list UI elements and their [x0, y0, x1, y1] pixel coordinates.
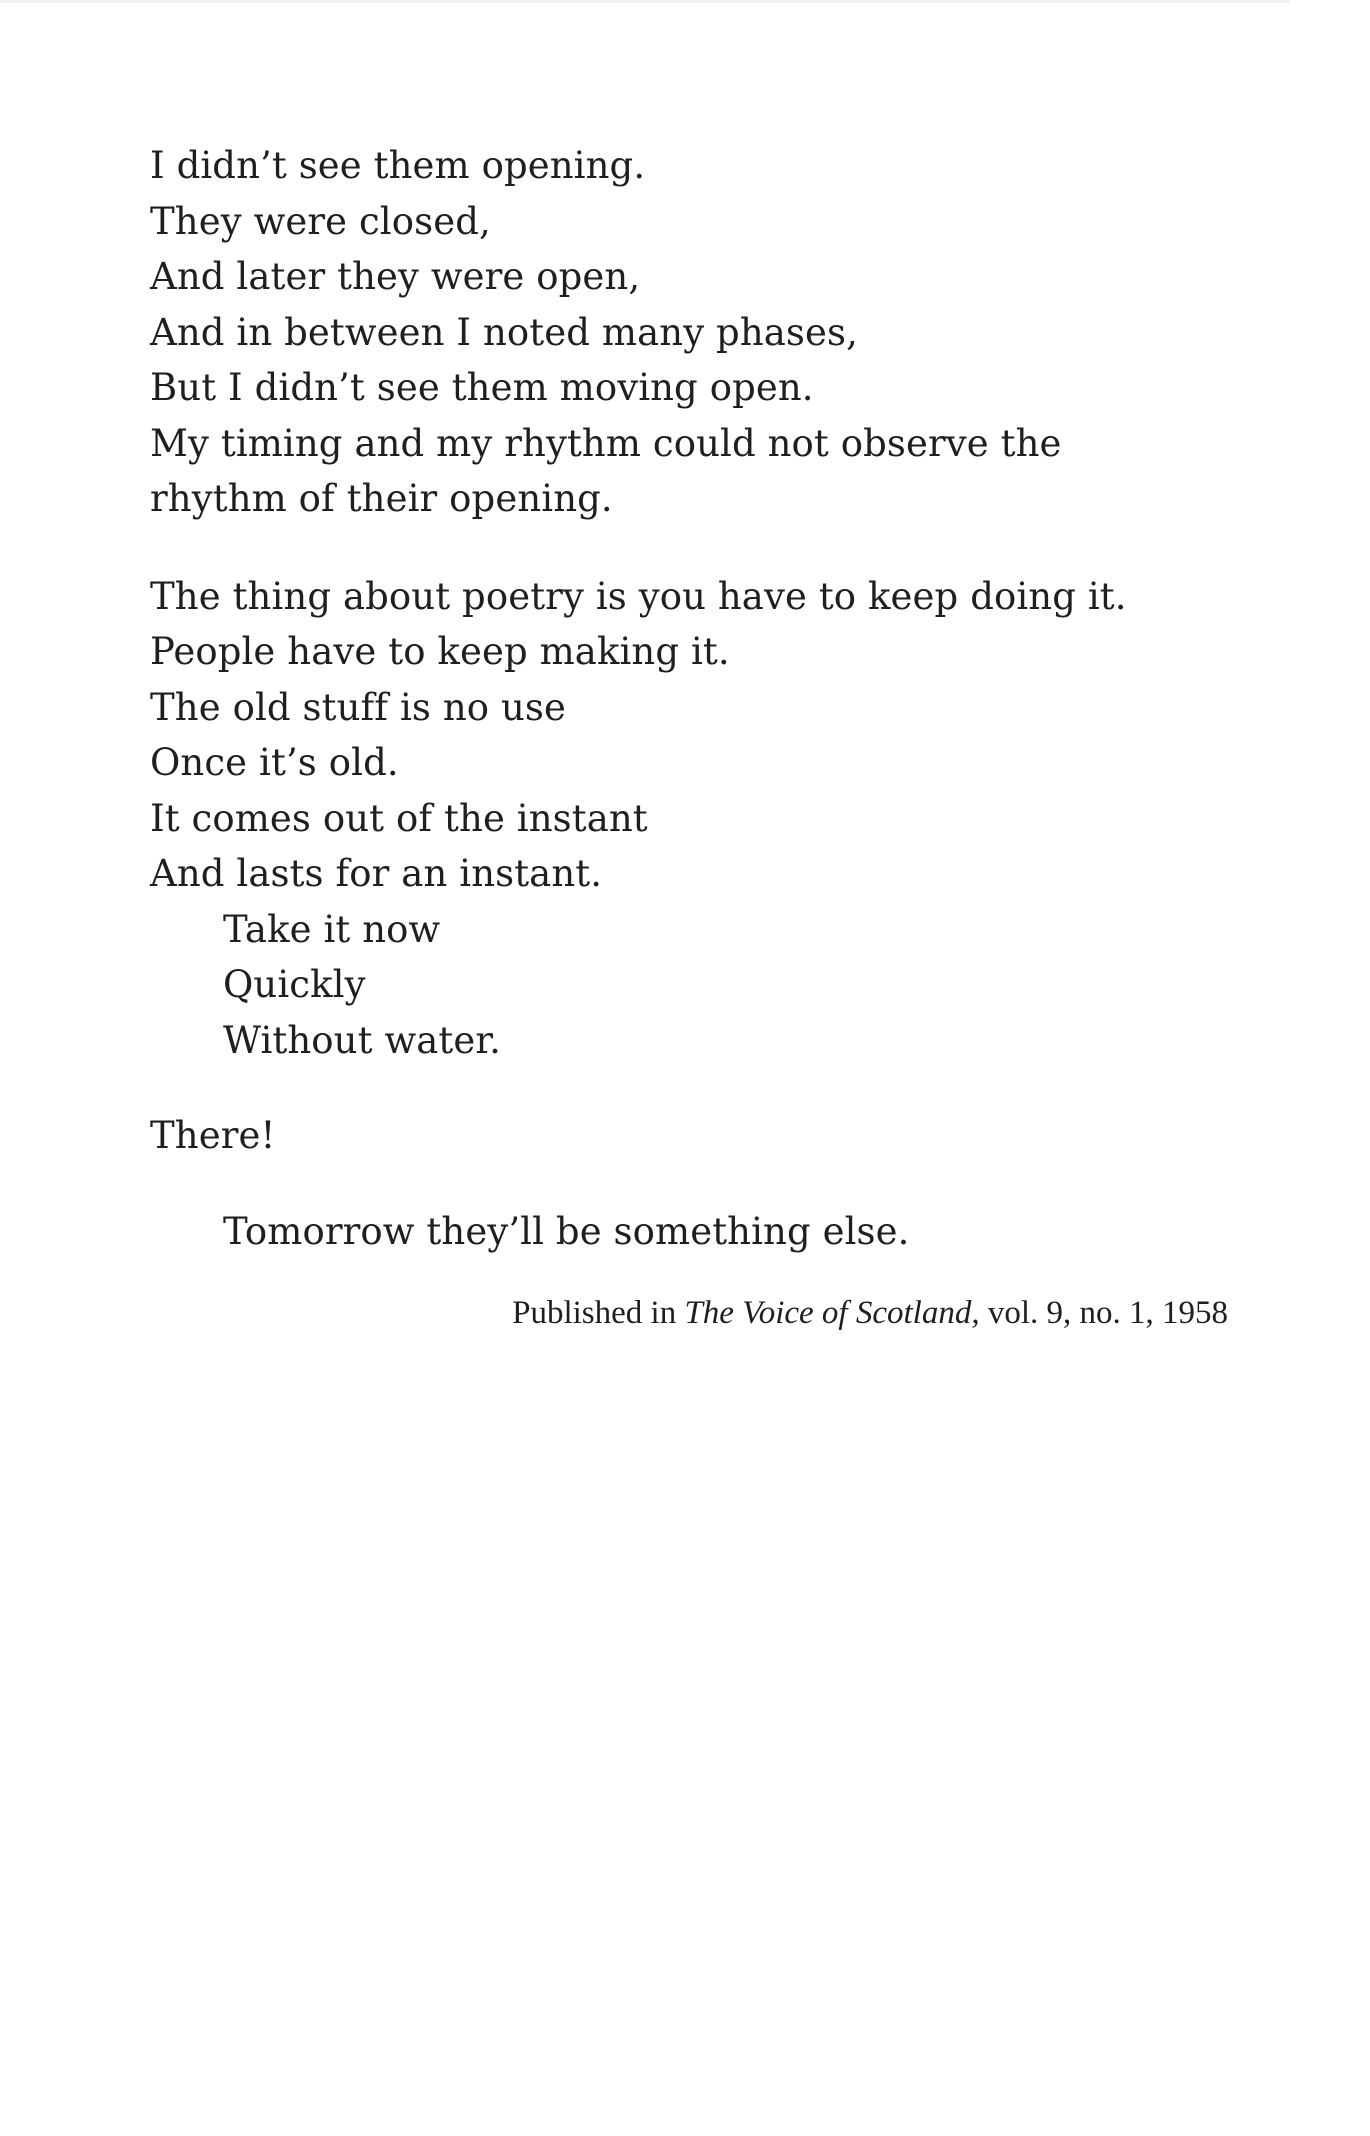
poem-line: The thing about poetry is you have to keep doing it.: [150, 574, 1127, 618]
source-details: vol. 9, no. 1, 1958: [979, 1295, 1228, 1331]
stanza-spacer: [150, 1164, 1250, 1204]
poem-line: And later they were open,: [150, 255, 641, 298]
stanza-2: [150, 569, 1250, 1069]
poem-line: The old stuff is no use: [150, 685, 567, 729]
poem-line: My timing and my rhythm could not observe the: [150, 421, 1062, 465]
poem-line: I didn’t see them opening.: [150, 144, 646, 187]
poem-line: People have to keep making it.: [150, 630, 730, 673]
poem-line-indented: Without water.: [223, 1018, 501, 1062]
poem-line: And in between I noted many phases,: [150, 310, 858, 354]
poem-line: Once it’s old.: [150, 741, 399, 784]
poem-line: There!: [150, 1114, 276, 1157]
top-divider: [0, 0, 1290, 3]
poem-line-indented: Take it now: [223, 907, 441, 951]
poem-line: They were closed,: [150, 199, 491, 243]
source-prefix: Published in: [512, 1295, 685, 1331]
stanza-1: [150, 138, 1250, 527]
stanza-spacer: [150, 527, 1250, 569]
poem-line: But I didn’t see them moving open.: [150, 366, 814, 409]
poem-line: rhythm of their opening.: [150, 477, 613, 520]
poem-line: It comes out of the instant: [150, 796, 648, 840]
stanza-4: [150, 1204, 1250, 1260]
stanza-spacer: [150, 1068, 1250, 1108]
publication-source: [512, 1291, 1228, 1335]
poem-line-indented: Quickly: [223, 963, 366, 1006]
poem-body: [150, 138, 1250, 1259]
stanza-3: [150, 1108, 1250, 1164]
poem-line-indented: Tomorrow they’ll be something else.: [223, 1209, 910, 1253]
source-title: The Voice of Scotland,: [684, 1295, 980, 1331]
poem-line: And lasts for an instant.: [150, 852, 603, 895]
